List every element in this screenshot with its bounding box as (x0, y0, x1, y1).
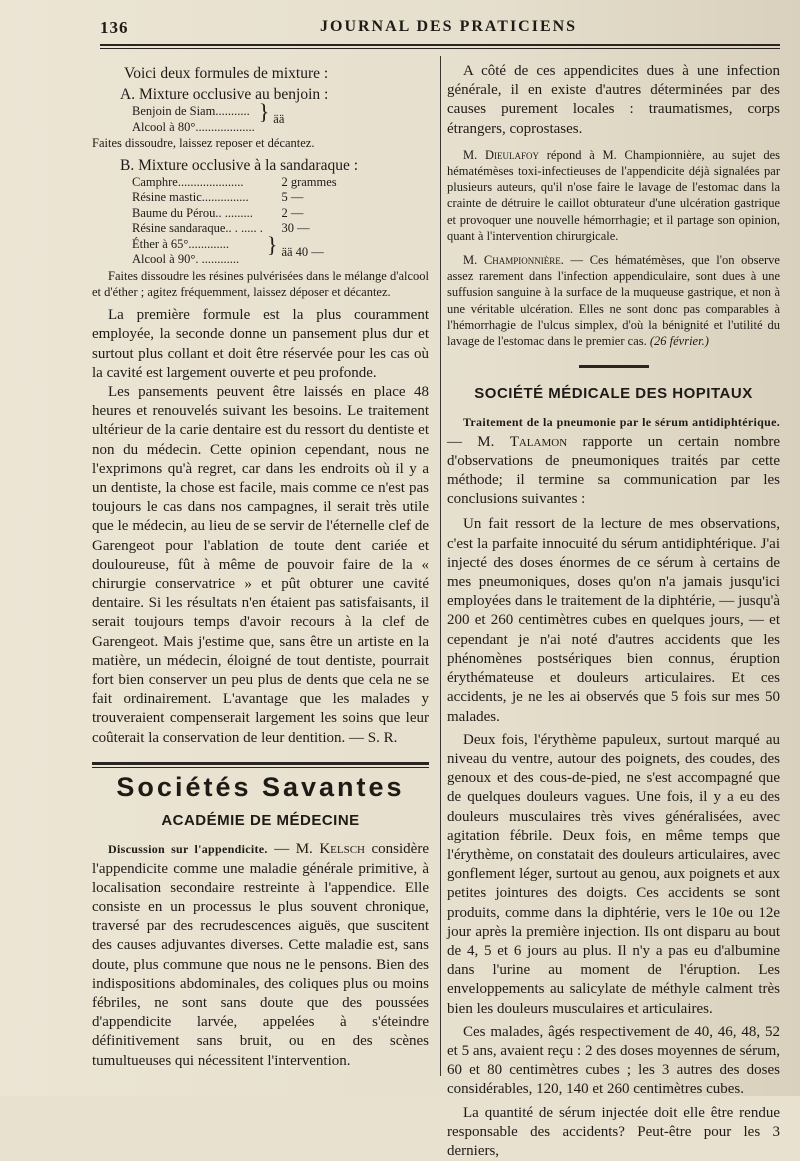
formula-b-qty: 2 — (281, 205, 304, 220)
paragraph: La première formule est la plus couramment employée, la seconde donne un pansement plus dur et surtout plus collant et doit être réservée pour les cas où la cavité est largement ouverte et peu profonde. (92, 307, 429, 381)
date-note: (26 février.) (649, 334, 709, 349)
formula-b-ingredient: Résine mastic............... (132, 190, 249, 205)
formula-b-qty: 2 grammes (281, 174, 337, 189)
brace-glyph: } (266, 231, 278, 257)
formulas-intro: Voici deux formules de mixture : (124, 65, 329, 82)
section-title: Sociétés Savantes (116, 771, 405, 802)
brace-glyph: } (258, 99, 270, 125)
dieulafoy-text: répond à M. Championnière, au sujet des hématémèses toxi-infectieuses de l'appendicite déjà signalées par plusieurs auteurs, qu'il n'ose faire le lavage de l'estomac dans la crainte de détruire le caillot obturateur d'une ulcération gastrique et provoquer une nouvelle hémorrhagie; et il partage son opinion, quant à l'intervention chirurgicale. (447, 147, 780, 243)
academy-lead: Discussion sur l'appendicite. (108, 842, 268, 857)
header-rule-thin (100, 48, 780, 49)
speaker-name: Kelsch (319, 841, 365, 858)
formula-b-qty: 30 — (281, 221, 310, 236)
formula-b-title: B. Mixture occlusive à la sandaraque : (120, 156, 359, 174)
society-lead: Traitement de la pneumonie par le sérum antidiphtérique. (463, 415, 780, 430)
header-rule (100, 44, 780, 46)
section-rule (579, 365, 649, 368)
formula-b-ingredient: Baume du Pérou.. ......... (132, 205, 253, 220)
academy-title: ACADÉMIE DE MÉDECINE (161, 812, 360, 830)
formula-b-ingredient: Alcool à 90°. ............ (132, 252, 240, 267)
formula-a-ingredient: Benjoin de Siam........... (132, 104, 250, 119)
paragraph: A côté de ces appendicites dues à une infection générale, il en existe d'autres déterminées par des causes purement locales : traumatismes, corps étrangers, coprostases. (447, 63, 780, 137)
formula-b-qty: 5 — (281, 190, 304, 205)
formula-a-table (130, 99, 286, 135)
column-divider (440, 56, 441, 1076)
formula-b-brace-qty: ää 40 — (281, 244, 324, 259)
championniere-paragraph: M. Championnière. — Ces hématémèses, que l'on observe assez rarement dans l'infection appendiculaire, sont dues à une suffusion sanguine à la surface de la muqueuse gastrique, et non à une véritable ulcération. Elles ne sont donc pas comparables à l'hémorrhagie de l'ulcus simplex, d'où la bénignité et l'utilité du lavage de l'estomac dans le premier cas. (26 février.) (447, 253, 780, 349)
formula-b-ingredient: Camphre..................... (132, 174, 244, 189)
formula-b-table (130, 175, 339, 268)
formula-a-title: A. Mixture occlusive au benjoin : (120, 86, 329, 104)
paragraph: Ces malades, âgés respectivement de 40, 46, 48, 52 et 5 ans, avaient reçu : 2 des doses moyennes de sérum, 60 et 80 centimètres cubes ; les 3 autres des doses considérables, 120, 140 et 260 centimètres cubes. (447, 1023, 780, 1098)
speaker-name: Championnière (483, 253, 561, 268)
formula-b-instructions: Faites dissoudre les résines pulvérisées dans le mélange d'alcool et d'éther ; agitez fréquemment, laissez déposer et décantez. (92, 268, 429, 300)
academy-paragraph: Discussion sur l'appendicite. — M. Kelsch considère l'appendicite comme une maladie générale primitive, à localisation secondaire restreinte à l'appendice. Elle consiste en un processus le plus souvent chronique, traversé par des recrudescences aiguës, que suscitent des causes adjuvantes diverses. Cette maladie est, sans doute, plus commune que nous ne le pensons. Bien des indispositions abdominales, des coliques plus ou moins fébriles, ne sont sans doute que des poussées d'appendicite larvée, appelées à s'éteindre définitivement sans bruit, ou en des scènes tumultueuses qui nécessitent l'intervention. (92, 841, 429, 1069)
championniere-text: . — Ces hématémèses, que l'on observe assez rarement dans l'infection appendiculaire, sont dues à une suffusion sanguine à la surface de la muqueuse gastrique, et non à une véritable ulcération. Elles ne sont donc pas comparables à l'hémorrhagie de l'ulcus simplex, d'où la bénignité et l'utilité du lavage de l'estomac dans le premier cas. (447, 253, 780, 349)
formula-b-ingredient: Résine sandaraque.. . ..... . (132, 221, 263, 236)
speaker-name: Dieulafoy (484, 147, 540, 162)
society-title: SOCIÉTÉ MÉDICALE DES HOPITAUX (474, 385, 753, 403)
academy-text: considère l'appendicite comme une maladie générale primitive, à localisation secondaire restreinte à l'appendice. Elle consiste en un processus le plus souvent chronique, traversé par des recrudescences aiguës, que suscitent des causes adjuvantes diverses. Cette maladie est, sans doute, plus commune que nous ne le pensons. Bien des indispositions abdominales, des coliques plus ou moins fébriles, ne sont sans doute que des poussées d'appendicite larvée, appelées à s'éteindre définitivement sans bruit, ou en des scènes tumultueuses qui nécessitent l'intervention. (92, 841, 429, 1069)
paragraph: Deux fois, l'érythème papuleux, surtout marqué au niveau du ventre, autour des poignets, des coudes, des genoux et des cous-de-pied, ne s'est accompagné que de quelques douleurs vagues. Une fois, il y a eu des douleurs musculaires très vives généralisées, avec agitation fébrile. Deux fois, en même temps que l'érythème, on constatait des douleurs articulaires, avec gonflement léger, surtout au genou, aux poignets et aux petites jointures des doigts. Ces accidents se sont produits, comme dans la diphtérie, vers le 10e ou 12e jour après la première injection. Ils ont disparu au bout de 4, 5 et 6 jours au plus. Il n'y a pas eu d'albumine dans l'urine au moment de l'éruption. Les enveloppements au salicylate de méthyle calment très bien les douleurs musculaires et articulaires. (447, 731, 780, 1017)
formula-a-brace-qty: ää (273, 112, 285, 127)
formula-b-ingredient: Éther à 65°............. (132, 236, 229, 251)
dieulafoy-paragraph: M. Dieulafoy répond à M. Championnière, au sujet des hématémèses toxi-infectieuses de l'appendicite déjà signalées par plusieurs auteurs, qu'il n'ose faire le lavage de l'estomac dans la crainte de détruire le caillot obturateur d'une ulcération gastrique et provoquer une nouvelle hémorrhagie; et il partage son opinion, quant à l'intervention chirurgicale. (447, 147, 780, 243)
paragraph: Un fait ressort de la lecture de mes observations, c'est la parfaite innocuité du sérum antidiphtérique. J'ai injecté des doses énormes de ce sérum à certains de mes pneumoniques, doses qu'on n'a jamais jusqu'ici employées dans le traitement de la diphtérie, — jusqu'à 200 et 260 centimètres cubes en quelques jours, — et cependant je n'ai noté d'autres accidents que les phénomènes postsériques bien connus, éruption érythémateuse et douleurs articulaires. Et ces accidents, je ne les ai observés que 5 fois sur mes 50 malades. (447, 516, 780, 725)
speaker-name: Talamon (509, 433, 568, 450)
page-number: 136 (100, 18, 129, 37)
formula-a-ingredient: Alcool à 80°................... (132, 119, 255, 134)
paragraph: La quantité de sérum injectée doit elle être rendue responsable des accidents? Peut-être pour les 3 derniers, (447, 1104, 780, 1159)
left-column (92, 62, 429, 1071)
talamon-text: rapporte un certain nombre d'observations de pneumoniques traités par cette méthode; il termine sa communication par les conclusions suivantes : (447, 433, 780, 508)
society-paragraph: Traitement de la pneumonie par le sérum antidiphtérique. — M. Talamon rapporte un certain nombre d'observations de pneumoniques traités par cette méthode; il termine sa communication par les conclusions suivantes : (447, 415, 780, 508)
journal-title: JOURNAL DES PRATICIENS (320, 18, 578, 35)
paragraph: Les pansements peuvent être laissés en place 48 heures et renouvelés suivant les besoins. Le traitement ultérieur de la carie dentaire est du ressort du dentiste et non du médecin. Cette opinion cependant, nous ne l'exprimons qu'à regret, car dans les endroits où il y a un dentiste, la chose est facile, mais comme ce n'est pas toujours le cas dans nos campagnes, il serait très utile que le médecin, au lieu de se servir de l'éternelle clef de Garengeot pour l'ablation de toute dent cariée et douloureuse, fût à même de pouvoir faire de la « chirurgie conservatrice » et pût obturer une cavité dentaire. Si les résultats n'en étaient pas satisfaisants, il serait toujours temps d'avoir recours à la clef de Garengeot. Mais j'estime que, sans être un artiste en la matière, un médecin, éloigné de tout dentiste, pourrait fort bien conserver un peu plus de dents que cela ne se fait ordinairement. L'avantage que les malades y trouveraient compenserait largement les soins que leur coûterait la conservation de leur dentition. — S. R. (92, 384, 429, 746)
formula-a-instructions: Faites dissoudre, laissez reposer et décantez. (92, 136, 315, 151)
section-rule (92, 762, 429, 768)
right-column (447, 62, 780, 1161)
page-header (100, 18, 780, 42)
